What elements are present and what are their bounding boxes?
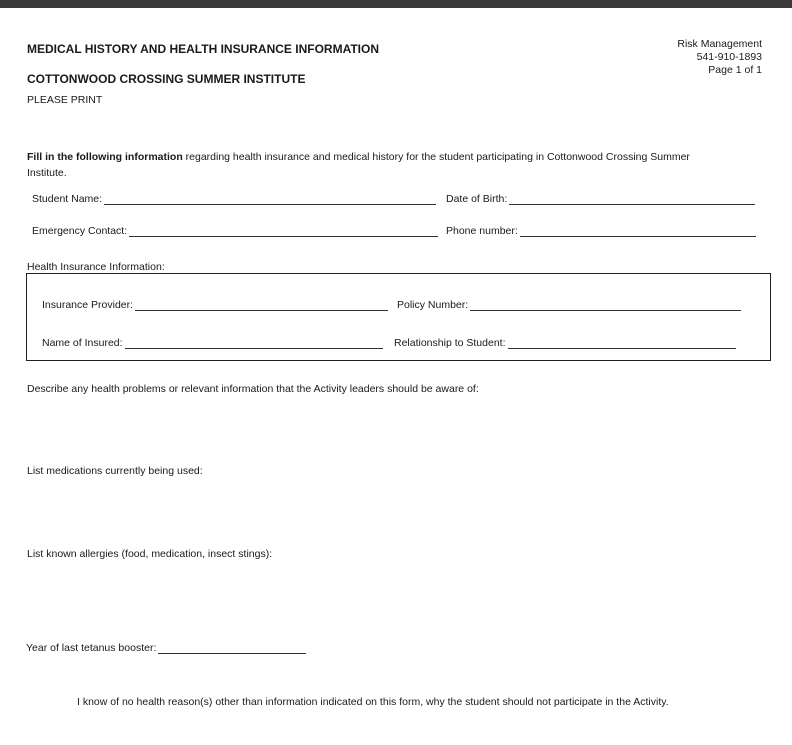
- emergency-contact-label: Emergency Contact:: [32, 225, 128, 237]
- intro-bold: Fill in the following information: [27, 151, 183, 163]
- dob-line[interactable]: [509, 195, 755, 205]
- intro-rest: regarding health insurance and medical history for the student participating in Cottonwood Crossing Summer: [182, 151, 690, 163]
- dob-label: Date of Birth:: [446, 193, 508, 205]
- dept-label: Risk Management: [677, 38, 762, 50]
- dob-field[interactable]: [446, 193, 755, 205]
- form-subtitle: COTTONWOOD CROSSING SUMMER INSTITUTE: [27, 72, 306, 86]
- policy-number-field[interactable]: [397, 299, 741, 311]
- name-of-insured-field[interactable]: [42, 337, 383, 349]
- header-info: [677, 38, 762, 77]
- policy-number-line[interactable]: [470, 301, 741, 311]
- tetanus-field[interactable]: [26, 642, 306, 654]
- relationship-label: Relationship to Student:: [394, 337, 506, 349]
- name-of-insured-line[interactable]: [125, 339, 383, 349]
- phone-number-line[interactable]: [520, 227, 756, 237]
- phone-number-label: Phone number:: [446, 225, 518, 237]
- top-bar: [0, 0, 792, 8]
- print-note: PLEASE PRINT: [27, 94, 103, 106]
- page-number: Page 1 of 1: [708, 64, 762, 76]
- emergency-contact-line[interactable]: [129, 227, 438, 237]
- intro-line2: Institute.: [27, 167, 67, 179]
- tetanus-line[interactable]: [158, 644, 306, 654]
- medications-prompt: List medications currently being used:: [27, 465, 203, 477]
- dept-phone: 541-910-1893: [696, 51, 762, 63]
- insurance-provider-field[interactable]: [42, 299, 388, 311]
- insurance-provider-line[interactable]: [135, 301, 388, 311]
- relationship-field[interactable]: [394, 337, 736, 349]
- insurance-provider-label: Insurance Provider:: [42, 299, 134, 311]
- form-title: MEDICAL HISTORY AND HEALTH INSURANCE INFORMATION: [27, 42, 380, 56]
- intro-paragraph: [27, 149, 690, 181]
- relationship-line[interactable]: [508, 339, 736, 349]
- policy-number-label: Policy Number:: [397, 299, 469, 311]
- student-name-label: Student Name:: [32, 193, 103, 205]
- tetanus-label: Year of last tetanus booster:: [26, 642, 157, 654]
- phone-number-field[interactable]: [446, 225, 756, 237]
- student-name-field[interactable]: [32, 193, 436, 205]
- emergency-contact-field[interactable]: [32, 225, 438, 237]
- insurance-heading: Health Insurance Information:: [27, 261, 165, 273]
- allergies-prompt: List known allergies (food, medication, insect stings):: [27, 548, 273, 560]
- health-statement: I know of no health reason(s) other than information indicated on this form, why the student should not participate in the Activity.: [77, 696, 669, 708]
- name-of-insured-label: Name of Insured:: [42, 337, 123, 349]
- health-problems-prompt: Describe any health problems or relevant information that the Activity leaders should be aware of:: [27, 383, 479, 395]
- student-name-line[interactable]: [104, 195, 436, 205]
